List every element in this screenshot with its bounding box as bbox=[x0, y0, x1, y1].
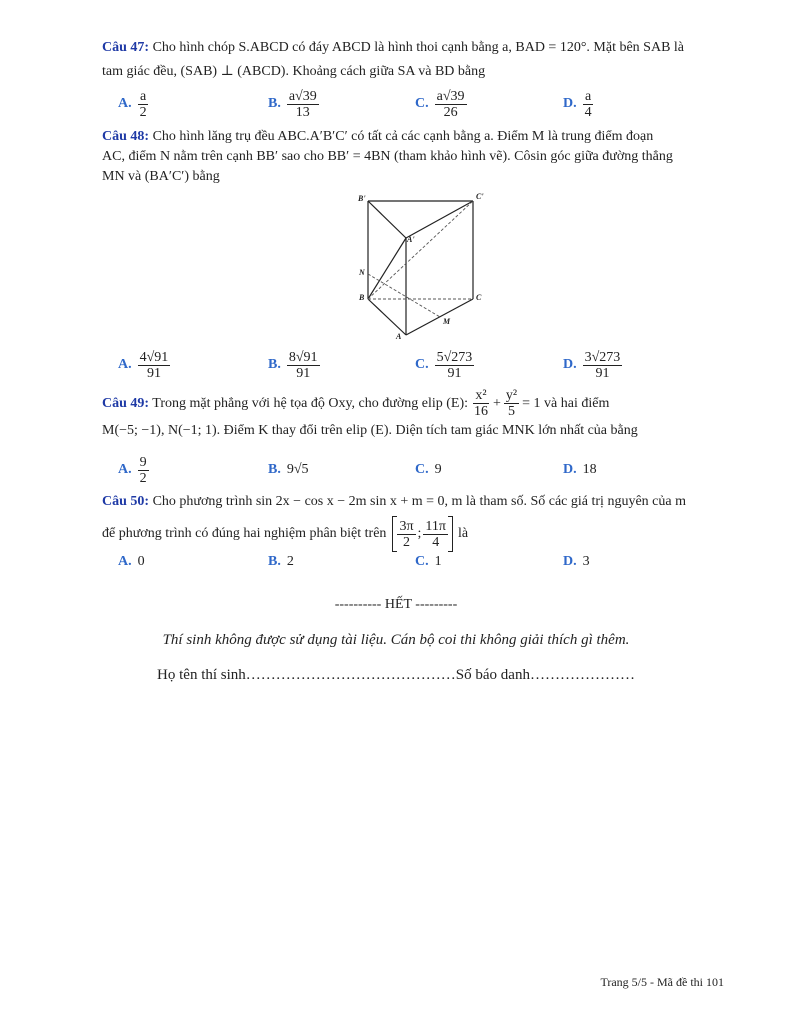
edge-ba bbox=[368, 299, 406, 335]
q50-option-c[interactable] bbox=[415, 552, 442, 572]
fraction bbox=[435, 350, 475, 381]
denominator: 91 bbox=[595, 365, 610, 381]
q49-option-b[interactable] bbox=[268, 450, 309, 490]
question-48 bbox=[102, 127, 724, 187]
question-48-options bbox=[118, 345, 718, 385]
right-bracket bbox=[448, 516, 453, 552]
option-value: 9√5 bbox=[286, 462, 309, 477]
option-value: 2 bbox=[286, 554, 294, 569]
question-47-options bbox=[118, 84, 718, 124]
q49-option-c[interactable] bbox=[415, 450, 442, 490]
numerator: a√39 bbox=[436, 88, 465, 104]
q48-option-c[interactable] bbox=[415, 345, 474, 385]
question-49-label: Câu 49: bbox=[102, 395, 150, 411]
denominator: 91 bbox=[447, 365, 462, 381]
interval bbox=[392, 516, 453, 552]
end-marker: ---------- HẾT --------- bbox=[334, 597, 458, 612]
hidden-segment-nm bbox=[368, 274, 440, 317]
numerator: a bbox=[140, 88, 147, 104]
numerator: 4√91 bbox=[139, 349, 169, 365]
numerator: y² bbox=[505, 388, 518, 403]
numerator: 3√273 bbox=[584, 349, 621, 365]
denominator: 2 bbox=[139, 470, 147, 486]
fraction-y bbox=[504, 388, 519, 419]
q48-option-b[interactable] bbox=[268, 345, 320, 385]
label-b1: B' bbox=[358, 194, 366, 203]
option-label: C. bbox=[415, 554, 429, 569]
label-c1: C' bbox=[476, 192, 484, 201]
edge-b1a1 bbox=[368, 201, 406, 238]
option-label: C. bbox=[415, 357, 429, 372]
fraction bbox=[583, 350, 623, 381]
q47-option-d[interactable] bbox=[563, 84, 594, 124]
question-48-line-1 bbox=[102, 127, 724, 147]
option-value: 1 bbox=[434, 554, 442, 569]
option-label: D. bbox=[563, 96, 577, 111]
option-label: A. bbox=[118, 462, 132, 477]
numerator: 3π bbox=[399, 518, 414, 534]
numerator: a bbox=[585, 88, 592, 104]
denominator: 4 bbox=[584, 104, 592, 120]
q49-option-a[interactable] bbox=[118, 450, 149, 490]
option-label: A. bbox=[118, 554, 132, 569]
q50-option-a[interactable] bbox=[118, 552, 145, 572]
q48-option-a[interactable] bbox=[118, 345, 170, 385]
option-label: A. bbox=[118, 96, 132, 111]
edge-ca bbox=[406, 299, 473, 335]
question-50-text-1: Cho phương trình sin 2x − cos x − 2m sin x + m = 0, m là tham số. Số các giá trị nguyên của m bbox=[149, 494, 686, 509]
signature-line: Họ tên thí sinh……………………………………Số báo danh………………… bbox=[157, 667, 635, 683]
label-m: M bbox=[443, 317, 451, 326]
denominator: 26 bbox=[443, 104, 458, 120]
question-49-text-1a: Trong mặt phẳng với hệ tọa độ Oxy, cho đường elip (E): bbox=[149, 395, 469, 411]
question-50-label: Câu 50: bbox=[102, 494, 150, 509]
question-49 bbox=[102, 388, 724, 441]
option-label: B. bbox=[268, 357, 281, 372]
option-label: D. bbox=[563, 357, 577, 372]
label-c: C bbox=[476, 293, 482, 302]
option-label: B. bbox=[268, 554, 281, 569]
option-value: 18 bbox=[582, 462, 597, 477]
fraction bbox=[138, 89, 149, 120]
label-b: B bbox=[359, 293, 365, 302]
fraction bbox=[583, 89, 594, 120]
question-49-text-1b: = 1 và hai điểm bbox=[522, 395, 610, 411]
interval-start bbox=[397, 519, 415, 550]
option-value: 3 bbox=[582, 554, 590, 569]
denominator: 2 bbox=[402, 534, 410, 550]
numerator: 11π bbox=[425, 518, 446, 534]
fraction bbox=[287, 350, 320, 381]
numerator: x² bbox=[475, 388, 487, 403]
question-48-label: Câu 48: bbox=[102, 129, 150, 144]
question-47-label: Câu 47: bbox=[102, 40, 150, 55]
numerator: 8√91 bbox=[288, 349, 318, 365]
question-48-line-2: AC, điểm N nằm trên cạnh BB′ sao cho BB′ = 4BN (tham khảo hình vẽ). Côsin góc giữa đường thẳng bbox=[102, 149, 673, 164]
q48-option-d[interactable] bbox=[563, 345, 622, 385]
label-a: A bbox=[396, 332, 402, 341]
q50-option-b[interactable] bbox=[268, 552, 294, 572]
denominator: 2 bbox=[139, 104, 147, 120]
numerator: 9 bbox=[139, 454, 147, 470]
denominator: 5 bbox=[508, 404, 516, 419]
option-label: D. bbox=[563, 554, 577, 569]
fraction bbox=[138, 350, 171, 381]
page-footer: Trang 5/5 - Mã đề thi 101 bbox=[600, 975, 724, 989]
option-label: C. bbox=[415, 462, 429, 477]
interval-separator: ; bbox=[417, 526, 422, 541]
question-49-line-2: M(−5; −1), N(−1; 1). Điểm K thay đổi trên elip (E). Diện tích tam giác MNK lớn nhất của bằng bbox=[102, 423, 638, 438]
option-label: C. bbox=[415, 96, 429, 111]
question-50-line-1 bbox=[102, 492, 724, 512]
option-label: B. bbox=[268, 96, 281, 111]
q47-option-a[interactable] bbox=[118, 84, 149, 124]
q50-option-d[interactable] bbox=[563, 552, 590, 572]
option-value: 9 bbox=[434, 462, 442, 477]
question-49-line-1 bbox=[102, 388, 724, 419]
q47-option-b[interactable] bbox=[268, 84, 319, 124]
question-49-options bbox=[118, 450, 718, 490]
label-a1: A' bbox=[407, 235, 415, 244]
question-50-line-2 bbox=[102, 516, 724, 552]
question-47-line-2: tam giác đều, (SAB) ⊥ (ABCD). Khoảng cách giữa SA và BD bằng bbox=[102, 64, 486, 79]
denominator: 16 bbox=[474, 404, 489, 419]
option-value: 0 bbox=[137, 554, 145, 569]
prism-figure bbox=[340, 188, 500, 348]
option-label: D. bbox=[563, 462, 577, 477]
denominator: 13 bbox=[295, 104, 310, 120]
option-label: A. bbox=[118, 357, 132, 372]
plus-sign: + bbox=[493, 395, 501, 411]
question-50-text-2b: là bbox=[457, 526, 469, 541]
question-47-line-1 bbox=[102, 38, 724, 58]
segment-ba1 bbox=[368, 238, 406, 299]
fraction bbox=[287, 89, 319, 120]
q49-option-d[interactable] bbox=[563, 450, 597, 490]
fraction bbox=[138, 455, 149, 486]
fraction bbox=[435, 89, 467, 120]
question-50-text-2a: để phương trình có đúng hai nghiệm phân biệt trên bbox=[102, 526, 387, 541]
fraction-x bbox=[472, 388, 490, 419]
denominator: 91 bbox=[296, 365, 311, 381]
denominator: 91 bbox=[146, 365, 161, 381]
label-n: N bbox=[359, 268, 365, 277]
question-50-options bbox=[118, 552, 718, 572]
question-50 bbox=[102, 492, 724, 552]
numerator: 5√273 bbox=[436, 349, 473, 365]
exam-note: Thí sinh không được sử dụng tài liệu. Cán bộ coi thi không giải thích gì thêm. bbox=[162, 632, 630, 648]
q47-option-c[interactable] bbox=[415, 84, 467, 124]
numerator: a√39 bbox=[288, 88, 317, 104]
denominator: 4 bbox=[432, 534, 440, 550]
interval-end bbox=[423, 519, 448, 550]
question-48-line-3: MN và (BA′C′) bằng bbox=[102, 169, 220, 184]
option-label: B. bbox=[268, 462, 281, 477]
question-47 bbox=[102, 38, 724, 82]
question-48-text-1: Cho hình lăng trụ đều ABC.A′B′C′ có tất cả các cạnh bằng a. Điểm M là trung điểm đoạn bbox=[149, 129, 654, 144]
question-47-text-1: Cho hình chóp S.ABCD có đáy ABCD là hình thoi cạnh bằng a, BAD = 120°. Mặt bên SAB là bbox=[149, 40, 685, 55]
